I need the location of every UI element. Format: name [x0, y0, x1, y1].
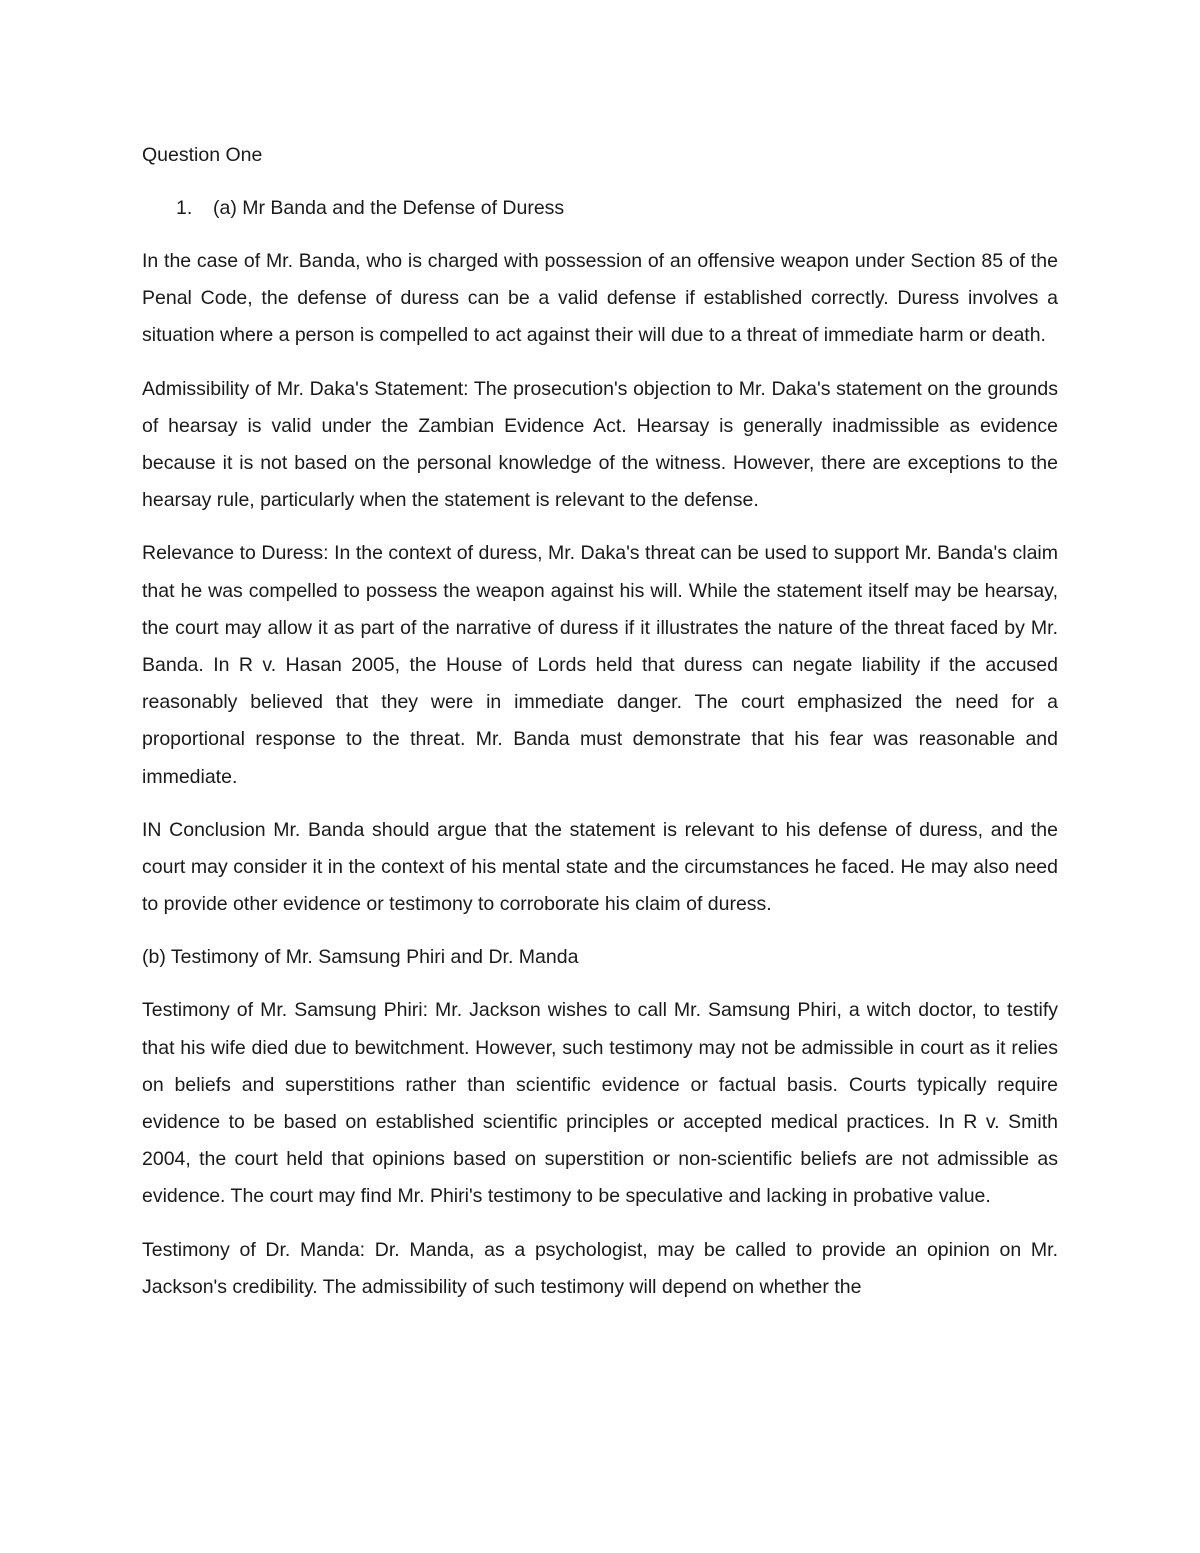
question-heading: Question One	[142, 144, 263, 166]
paragraph-relevance: Relevance to Duress: In the context of duress, Mr. Daka's threat can be used to support Mr. Banda's claim that he was compelled to possess the weapon against his will. While the statement itself may be hearsay, the court may allow it as part of the narrative of duress if it illustrates the nature of the threat faced by Mr. Banda. In R v. Hasan 2005, the House of Lords held that duress can negate liability if the accused reasonably believed that they were in immediate danger. The court emphasized the need for a proportional response to the threat. Mr. Banda must demonstrate that his fear was reasonable and immediate.	[142, 542, 1058, 788]
list-item	[142, 190, 1058, 227]
subheading-b: (b) Testimony of Mr. Samsung Phiri and Dr. Manda	[142, 946, 579, 969]
paragraph-duress-intro: In the case of Mr. Banda, who is charged with possession of an offensive weapon under Section 85 of the Penal Code, the defense of duress can be a valid defense if established correctly. Duress involves a situation where a person is compelled to act against their will due to a threat of immediate harm or death.	[142, 250, 1058, 347]
paragraph-admissibility: Admissibility of Mr. Daka's Statement: The prosecution's objection to Mr. Daka's statement on the grounds of hearsay is valid under the Zambian Evidence Act. Hearsay is generally inadmissible as evidence because it is not based on the personal knowledge of the witness. However, there are exceptions to the hearsay rule, particularly when the statement is relevant to the defense.	[142, 377, 1058, 512]
paragraph-phiri-testimony: Testimony of Mr. Samsung Phiri: Mr. Jackson wishes to call Mr. Samsung Phiri, a witch doctor, to testify that his wife died due to bewitchment. However, such testimony may not be admissible in court as it relies on beliefs and superstitions rather than scientific evidence or factual basis. Courts typically require evidence to be based on established scientific principles or accepted medical practices. In R v. Smith 2004, the court held that opinions based on superstition or non-scientific beliefs are not admissible as evidence. The court may find Mr. Phiri's testimony to be speculative and lacking in probative value.	[142, 999, 1058, 1208]
list-item-text: (a) Mr Banda and the Defense of Duress	[213, 197, 565, 219]
list-number: 1.	[176, 197, 193, 219]
paragraph-conclusion: IN Conclusion Mr. Banda should argue that the statement is relevant to his defense of duress, and the court may consider it in the context of his mental state and the circumstances he faced. He may also need to provide other evidence or testimony to corroborate his claim of duress.	[142, 818, 1058, 916]
paragraph-manda-testimony: Testimony of Dr. Manda: Dr. Manda, as a psychologist, may be called to provide an opinion on Mr. Jackson's credibility. The admissibility of such testimony will depend on whether the	[142, 1238, 1058, 1298]
document-page	[142, 137, 1058, 1322]
